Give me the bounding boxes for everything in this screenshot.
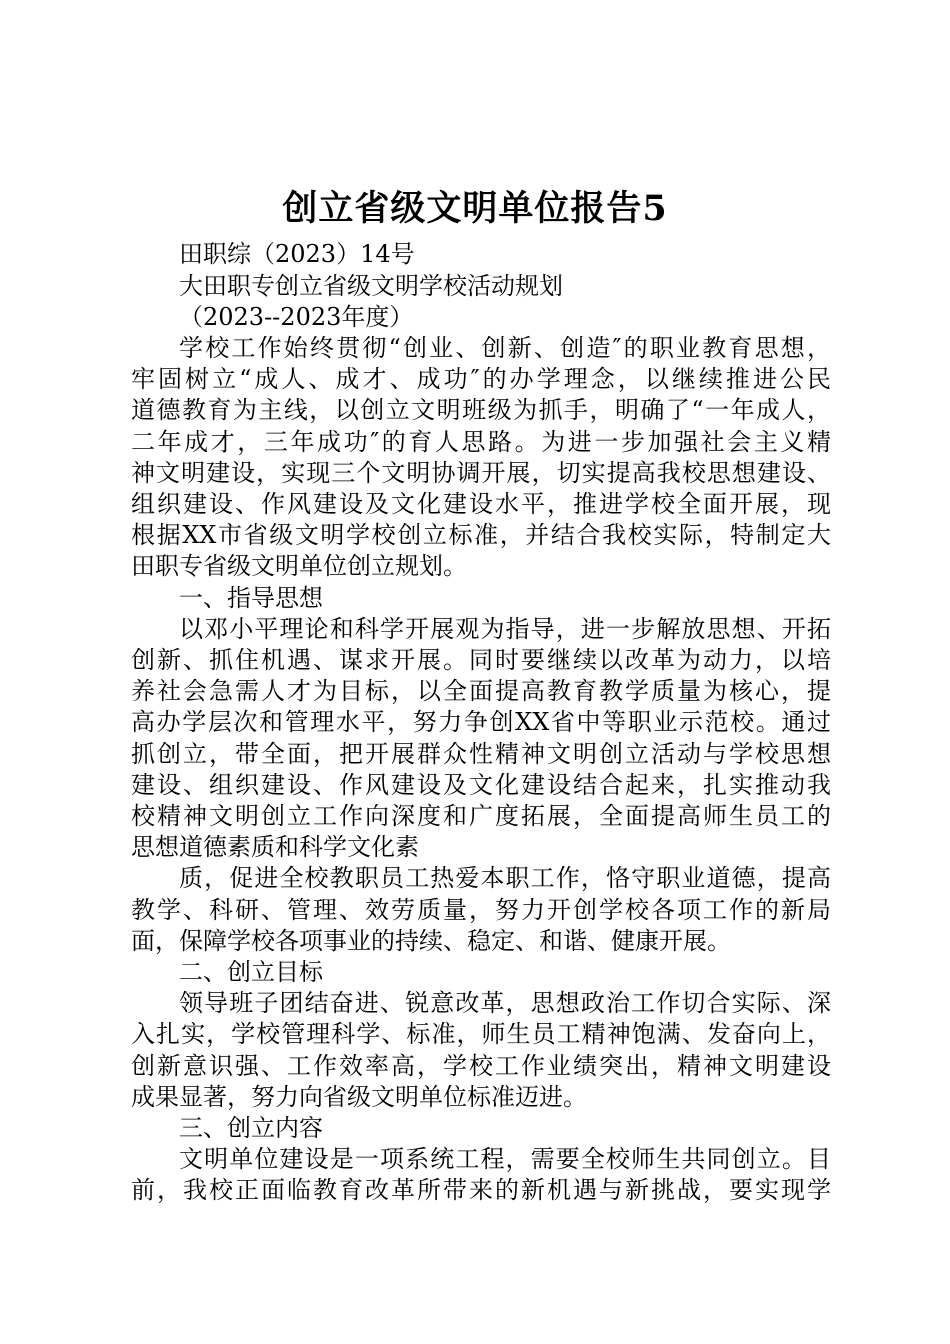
body-line: 牢固树立“成人、成才、成功″的办学理念，以继续推进公民 [131,365,831,393]
body-line: 校精神文明创立工作向深度和广度拓展，全面提高师生员工的 [131,802,831,830]
body-line: 抓创立，带全面，把开展群众性精神文明创立活动与学校思想 [131,740,831,768]
body-line: 教学、科研、管理、效劳质量，努力开创学校各项工作的新局 [131,896,831,924]
body-line: 高办学层次和管理水平，努力争创XX省中等职业示范校。通过 [131,708,831,736]
plan-title: 大田职专创立省级文明学校活动规划 [179,272,563,300]
body-line: 根据XX市省级文明学校创立标准，并结合我校实际，特制定大 [131,521,831,549]
document-title: 创立省级文明单位报告5 [282,188,668,229]
body-line: 学校工作始终贯彻“创业、创新、创造″的职业教育思想， [179,334,831,362]
doc-number: 田职综（2023）14号 [179,240,415,268]
body-line: 入扎实，学校管理科学、标准，师生员工精神饱满、发奋向上， [131,1020,831,1048]
body-line: 文明单位建设是一项系统工程，需要全校师生共同创立。目 [179,1145,831,1173]
body-line: 以邓小平理论和科学开展观为指导，进一步解放思想、开拓 [179,615,831,643]
body-line: 成果显著，努力向省级文明单位标准迈进。 [131,1083,587,1111]
body-line: 养社会急需人才为目标，以全面提高教育教学质量为核心，提 [131,677,831,705]
body-line: 田职专省级文明单位创立规划。 [131,552,467,580]
body-line: 道德教育为主线，以创立文明班级为抓手，明确了“一年成人， [131,396,831,424]
body-line: 领导班子团结奋进、锐意改革，思想政治工作切合实际、深 [179,989,831,1017]
body-line: 神文明建设，实现三个文明协调开展，切实提高我校思想建设、 [131,459,831,487]
body-line: 组织建设、作风建设及文化建设水平，推进学校全面开展，现 [131,490,831,518]
section-heading: 二、创立目标 [179,958,323,986]
body-line: 质，促进全校教职员工热爱本职工作，恪守职业道德，提高 [179,864,831,892]
body-line: 面，保障学校各项事业的持续、稳定、和谐、健康开展。 [131,927,731,955]
body-line: 二年成才，三年成功″的育人思路。为进一步加强社会主义精 [131,428,831,456]
plan-years: （2023--2023年度） [179,303,414,331]
body-line: 建设、组织建设、作风建设及文化建设结合起来，扎实推动我 [131,771,831,799]
body-line: 创新、抓住机遇、谋求开展。同时要继续以改革为动力，以培 [131,646,831,674]
section-heading: 三、创立内容 [179,1114,323,1142]
section-heading: 一、指导思想 [179,584,323,612]
body-line: 思想道德素质和科学文化素 [131,833,419,861]
body-line: 前，我校正面临教育改革所带来的新机遇与新挑战，要实现学 [131,1176,831,1204]
body-line: 创新意识强、工作效率高，学校工作业绩突出，精神文明建设 [131,1052,831,1080]
